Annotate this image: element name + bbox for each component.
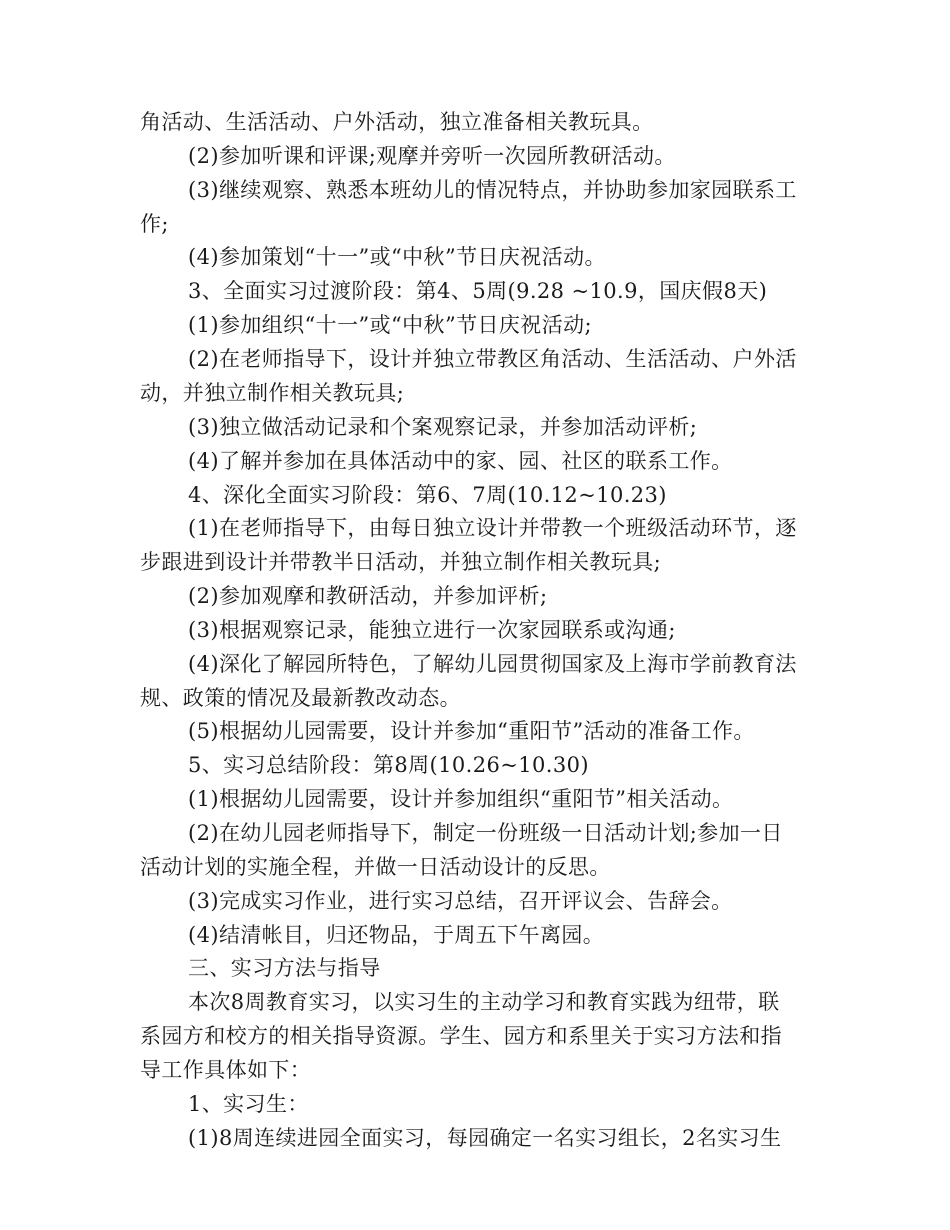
text-line: (2)在老师指导下，设计并独立带教区角活动、生活活动、户外活	[188, 347, 797, 371]
text-line: (1)根据幼儿园需要，设计并参加组织“重阳节”相关活动。	[188, 787, 734, 811]
text-line: (1)在老师指导下，由每日独立设计并带教一个班级活动环节，逐	[188, 516, 797, 540]
text-line: (1)8周连续进园全面实习，每园确定一名实习组长，2名实习生	[188, 1126, 782, 1150]
section-heading: 三、实习方法与指导	[188, 956, 381, 980]
text-line: (4)深化了解园所特色，了解幼儿园贯彻国家及上海市学前教育法	[188, 652, 797, 676]
text-line: (4)参加策划“十一”或“中秋”节日庆祝活动。	[188, 245, 606, 269]
text-line: (3)完成实习作业，进行实习总结，召开评议会、告辞会。	[188, 889, 733, 913]
section-heading: 4、深化全面实习阶段：第6、7周(10.12~10.23)	[188, 483, 667, 507]
section-heading: 5、实习总结阶段：第8周(10.26~10.30)	[188, 753, 589, 777]
text-line: (5)根据幼儿园需要，设计并参加“重阳节”活动的准备工作。	[188, 719, 755, 743]
text-line: 角活动、生活活动、户外活动，独立准备相关教玩具。	[140, 110, 654, 134]
text-line: (4)结清帐目，归还物品，于周五下午离园。	[188, 923, 605, 947]
text-line: (3)根据观察记录，能独立进行一次家园联系或沟通;	[188, 618, 676, 642]
text-line: 导工作具体如下：	[140, 1058, 312, 1082]
text-line: (2)参加观摩和教研活动，并参加评析;	[188, 584, 548, 608]
text-line: (3)独立做活动记录和个案观察记录，并参加活动评析;	[188, 415, 698, 439]
text-line: (1)参加组织“十一”或“中秋”节日庆祝活动;	[188, 313, 592, 337]
section-heading: 3、全面实习过渡阶段：第4、5周(9.28 ~10.9，国庆假8天)	[188, 279, 768, 303]
section-heading: 1、实习生：	[188, 1092, 309, 1116]
text-line: 活动计划的实施全程，并做一日活动设计的反思。	[140, 855, 611, 879]
text-line: 动，并独立制作相关教玩具;	[140, 381, 405, 405]
text-line: (2)在幼儿园老师指导下，制定一份班级一日活动计划;参加一日	[188, 821, 783, 845]
text-line: 规、政策的情况及最新教改动态。	[140, 686, 461, 710]
text-line: (3)继续观察、熟悉本班幼儿的情况特点，并协助参加家园联系工	[188, 178, 797, 202]
text-line: (4)了解并参加在具体活动中的家、园、社区的联系工作。	[188, 449, 733, 473]
text-line: 步跟进到设计并带教半日活动，并独立制作相关教玩具;	[140, 550, 662, 574]
text-line: 作;	[140, 212, 169, 236]
text-line: (2)参加听课和评课;观摩并旁听一次园所教研活动。	[188, 144, 676, 168]
text-line: 系园方和校方的相关指导资源。学生、园方和系里关于实习方法和指	[140, 1024, 782, 1048]
text-line: 本次8周教育实习，以实习生的主动学习和教育实践为纽带，联	[188, 990, 780, 1014]
